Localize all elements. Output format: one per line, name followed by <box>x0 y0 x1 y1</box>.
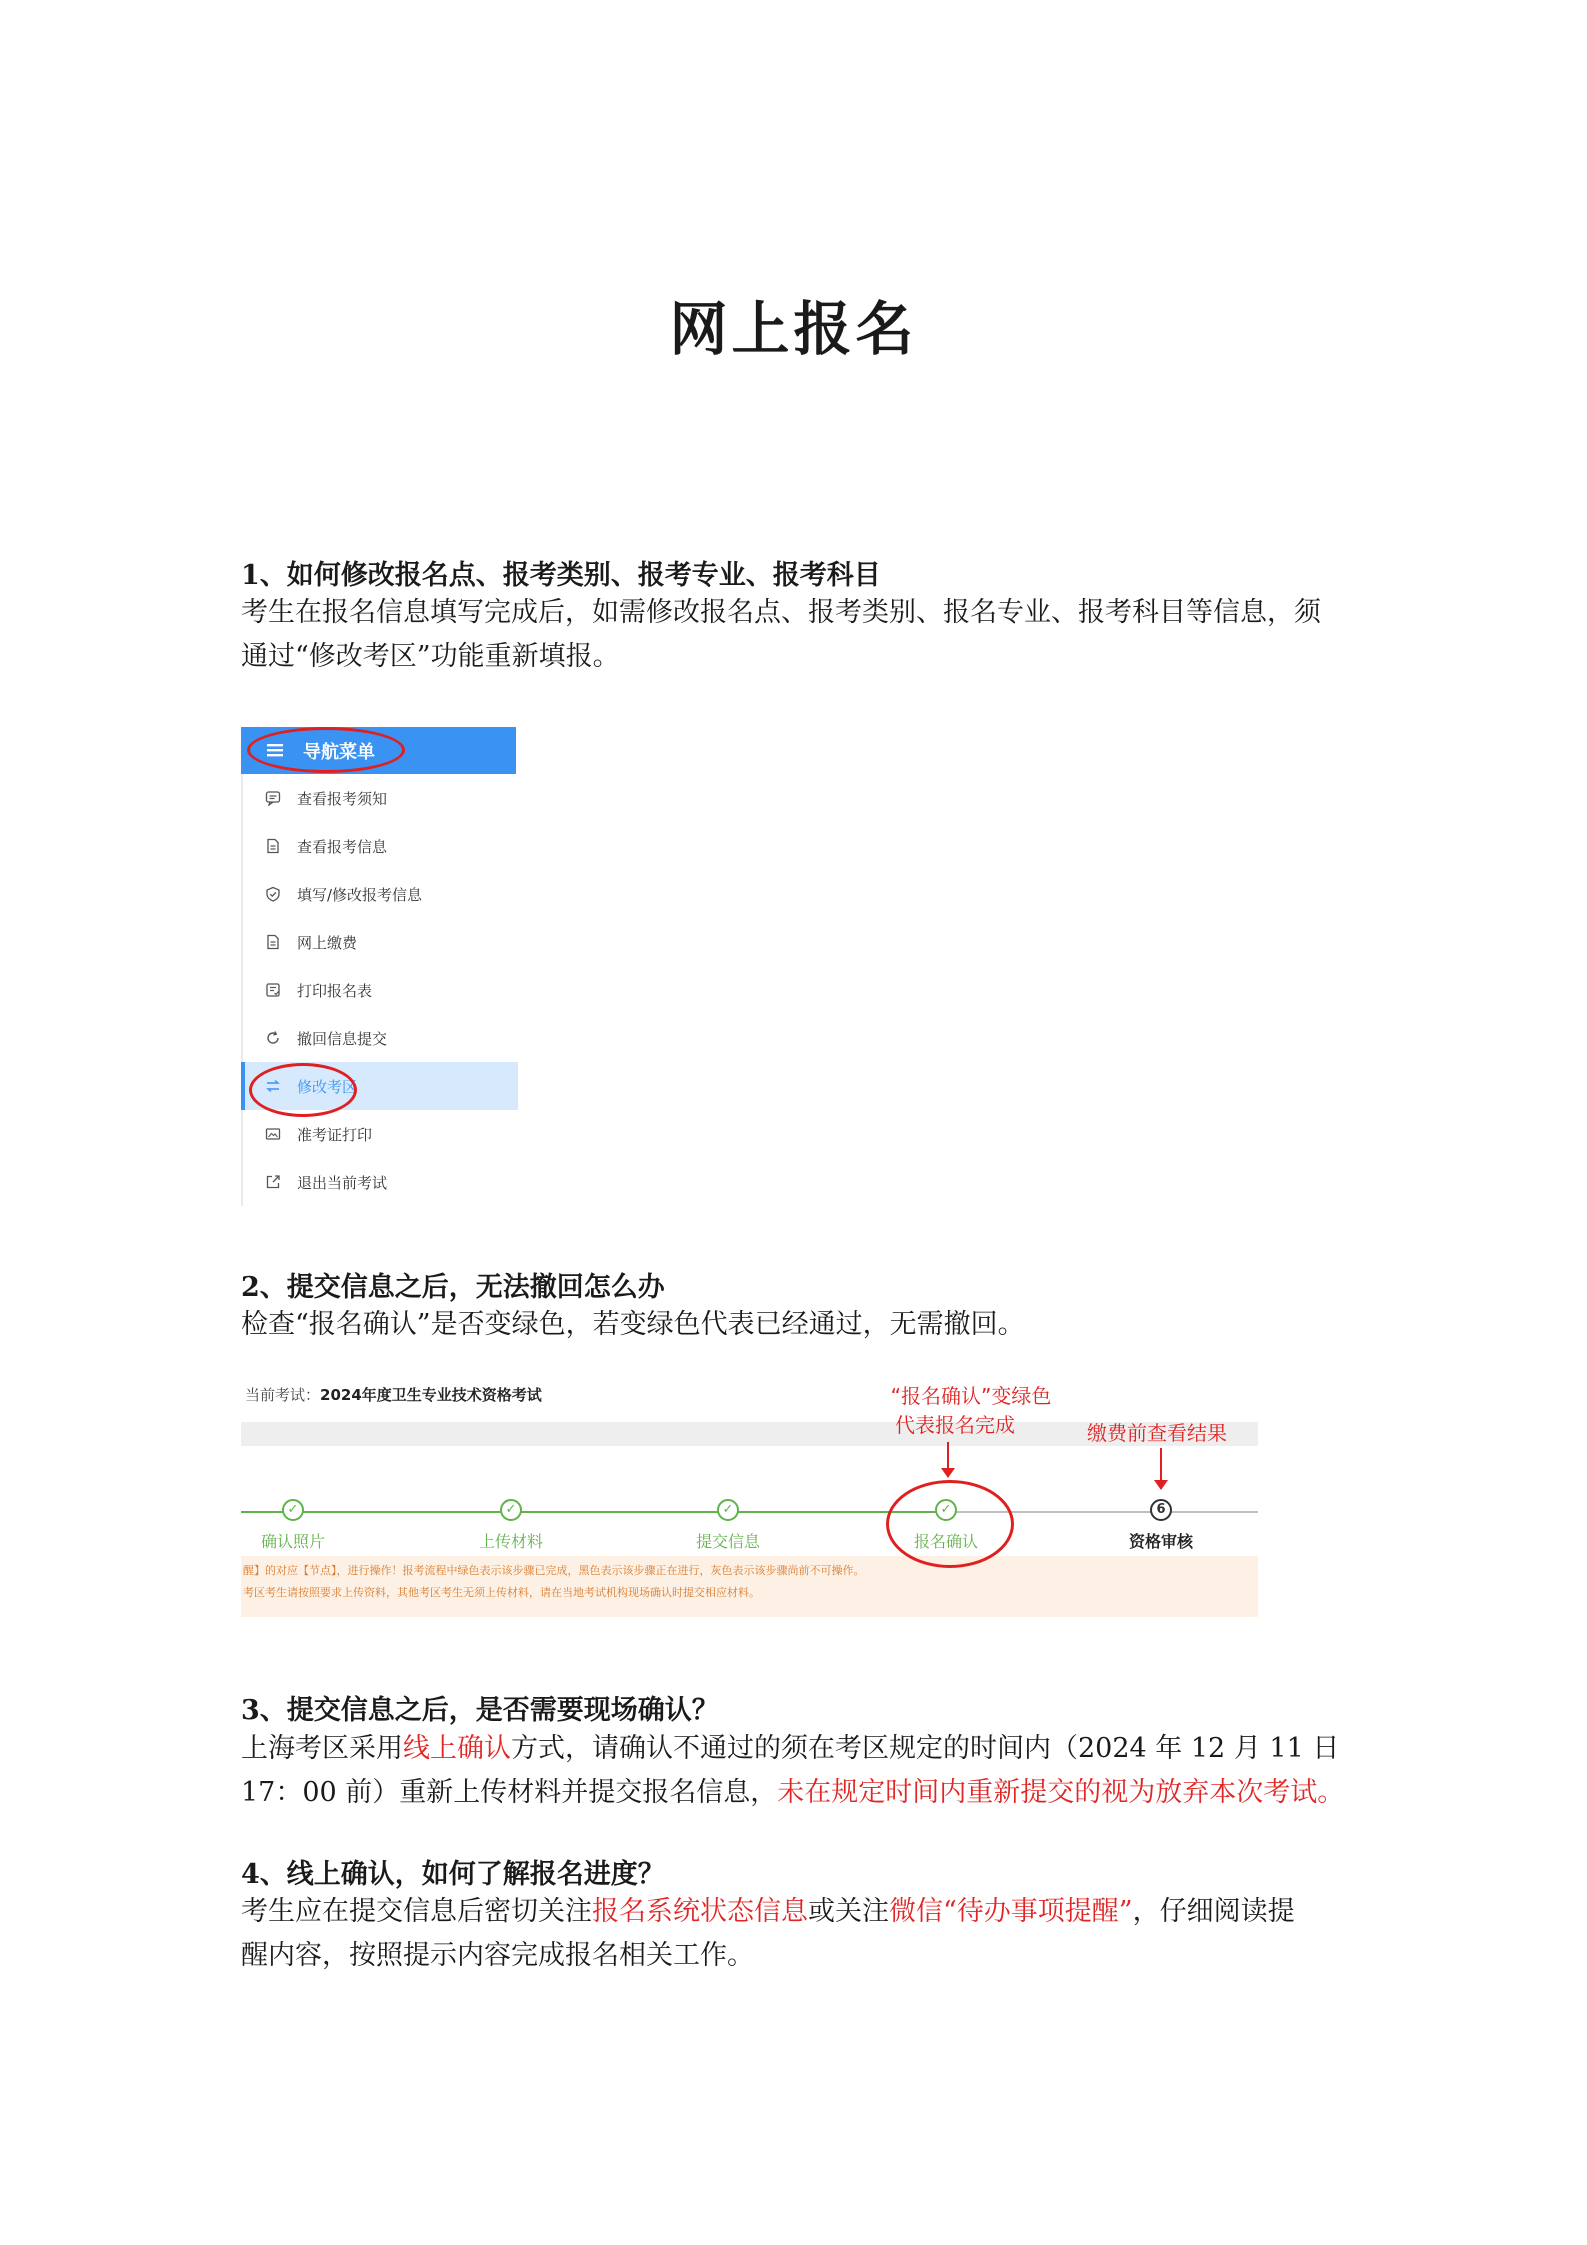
step-label: 提交信息 <box>695 1532 760 1551</box>
menu-item-label: 修改考区 <box>297 1078 358 1096</box>
progress-step[interactable] <box>658 1499 798 1552</box>
section-1-paragraph <box>241 591 1361 679</box>
section-3-heading: 3、提交信息之后，是否需要现场确认？ <box>241 1695 719 1726</box>
progress-step[interactable] <box>1091 1499 1231 1552</box>
hint-line: 考区考生请按照要求上传资料，其他考区考生无须上传材料，请在当地考试机构现场确认时提交相应材料。 <box>243 1586 760 1599</box>
menu-item-admission-ticket[interactable] <box>243 1110 518 1158</box>
paragraph-line: 考生在报名信息填写完成后，如需修改报名点、报考类别、报名专业、报考科目等信息，须 <box>241 597 1321 628</box>
text-run: 考生应在提交信息后密切关注 <box>241 1896 592 1927</box>
paragraph-line <box>241 1890 1361 1934</box>
progress-hint-box <box>241 1556 1258 1617</box>
menu-item-exit-exam[interactable] <box>243 1158 518 1206</box>
chat-icon <box>265 790 281 806</box>
menu-item-label: 撤回信息提交 <box>297 1030 388 1048</box>
text-run: 方式，请确认不通过的须在考区规定的时间内（2024 年 12 月 11 日 <box>511 1733 1340 1764</box>
menu-item-label: 打印报名表 <box>297 982 373 1000</box>
navigation-menu-title: 导航菜单 <box>303 742 375 763</box>
step-number-badge: 6 <box>1150 1499 1172 1521</box>
text-run: 或关注 <box>808 1896 889 1927</box>
progress-step[interactable] <box>223 1499 363 1552</box>
paragraph-line <box>241 1771 1361 1815</box>
registration-progress-screenshot <box>241 1372 1258 1617</box>
annotation-check-before-payment: 缴费前查看结果 <box>1087 1421 1227 1445</box>
navigation-menu-screenshot <box>241 727 516 1210</box>
menu-item-print-form[interactable] <box>243 966 518 1014</box>
highlight-circle <box>886 1480 1014 1568</box>
step-label: 确认照片 <box>260 1532 325 1551</box>
current-exam-prefix: 当前考试： <box>245 1386 321 1404</box>
section-2-heading: 2、提交信息之后，无法撤回怎么办 <box>241 1272 665 1303</box>
arrow-down-icon <box>947 1442 949 1470</box>
highlighted-text: 线上确认 <box>403 1733 511 1764</box>
annotation-line: 代表报名完成 <box>895 1413 1015 1437</box>
annotation-registration-confirmed <box>871 1380 1071 1438</box>
check-icon: ✓ <box>282 1499 304 1521</box>
progress-step[interactable] <box>441 1499 581 1552</box>
menu-item-label: 查看报考信息 <box>297 838 388 856</box>
menu-item-label: 网上缴费 <box>297 934 358 952</box>
step-label: 报名确认 <box>913 1532 978 1551</box>
page-title: 网上报名 <box>669 295 918 363</box>
menu-item-edit-info[interactable] <box>243 870 518 918</box>
menu-item-withdraw-submission[interactable] <box>243 1014 518 1062</box>
highlight-circle <box>249 1063 357 1117</box>
check-icon: ✓ <box>717 1499 739 1521</box>
document-icon <box>265 934 281 950</box>
step-label: 上传材料 <box>478 1532 543 1551</box>
highlight-circle <box>247 727 405 773</box>
check-icon: ✓ <box>935 1499 957 1521</box>
navigation-menu-list <box>241 774 518 1206</box>
hint-line: 醒】的对应【节点】，进行操作！报考流程中绿色表示该步骤已完成，黑色表示该步骤正在进行，灰色表示该步骤尚前不可操作。 <box>243 1564 865 1577</box>
menu-item-online-payment[interactable] <box>243 918 518 966</box>
highlighted-text: 微信“待办事项提醒” <box>889 1896 1133 1927</box>
text-run: 上海考区采用 <box>241 1733 403 1764</box>
highlighted-text: 报名系统状态信息 <box>592 1896 808 1927</box>
refresh-icon <box>265 1030 281 1046</box>
text-run: ，仔细阅读提 <box>1132 1896 1295 1927</box>
paragraph-line: 醒内容，按照提示内容完成报名相关工作。 <box>241 1940 754 1971</box>
ticket-icon <box>265 1126 281 1142</box>
section-4-heading: 4、线上确认，如何了解报名进度？ <box>241 1859 665 1890</box>
shield-icon <box>265 886 281 902</box>
current-exam-label <box>245 1384 542 1405</box>
step-label: 资格审核 <box>1128 1532 1193 1551</box>
section-2-paragraph: 检查“报名确认”是否变绿色，若变绿色代表已经通过，无需撤回。 <box>241 1309 1025 1340</box>
menu-item-label: 填写/修改报考信息 <box>297 886 423 904</box>
document-icon <box>265 838 281 854</box>
exit-icon <box>265 1174 281 1190</box>
current-exam-name: 2024年度卫生专业技术资格考试 <box>320 1386 542 1404</box>
highlighted-text: 未在规定时间内重新提交的视为放弃本次考试。 <box>777 1777 1345 1808</box>
menu-item-label: 退出当前考试 <box>297 1174 388 1192</box>
menu-item-view-notice[interactable] <box>243 774 518 822</box>
text-run: 17：00 前）重新上传材料并提交报名信息， <box>241 1777 778 1808</box>
menu-item-label: 查看报考须知 <box>297 790 388 808</box>
annotation-line: “报名确认”变绿色 <box>890 1384 1052 1408</box>
check-icon: ✓ <box>500 1499 522 1521</box>
menu-item-view-info[interactable] <box>243 822 518 870</box>
paragraph-line <box>241 1727 1361 1771</box>
menu-item-label: 准考证打印 <box>297 1126 373 1144</box>
section-1-heading: 1、如何修改报名点、报考类别、报考专业、报考科目 <box>241 560 881 591</box>
section-4-paragraph <box>241 1890 1361 1978</box>
section-3-paragraph <box>241 1727 1361 1815</box>
printer-form-icon <box>265 982 281 998</box>
paragraph-line: 通过“修改考区”功能重新填报。 <box>241 641 620 672</box>
arrow-down-icon <box>1160 1448 1162 1482</box>
